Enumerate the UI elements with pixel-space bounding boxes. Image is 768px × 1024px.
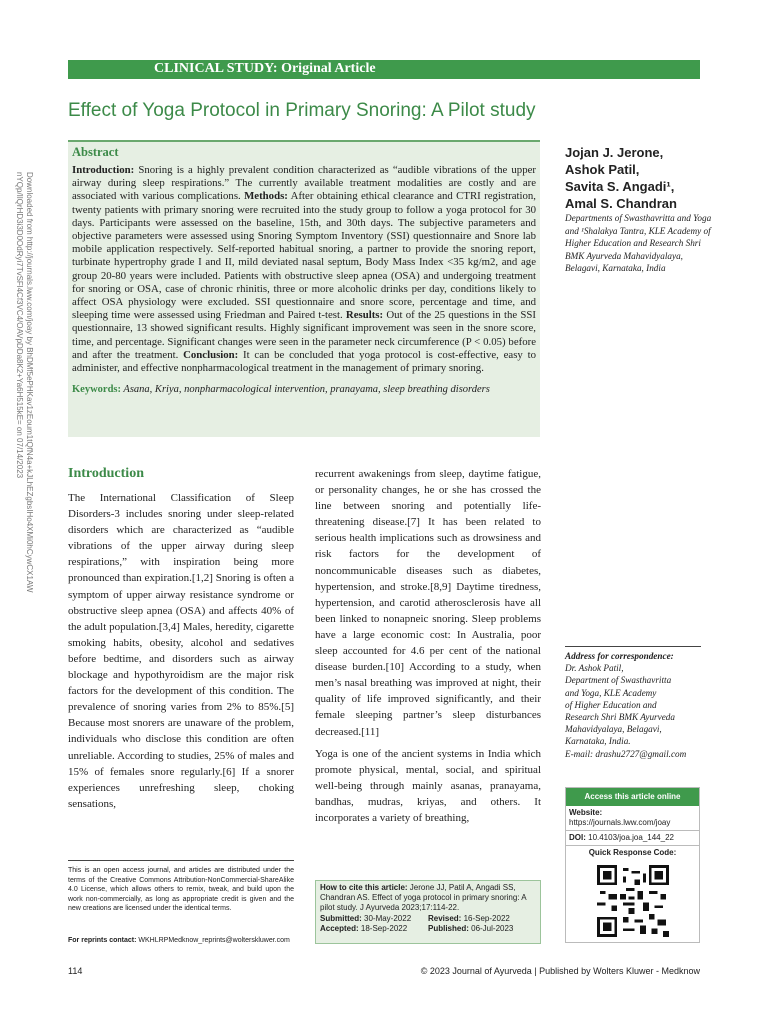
author-affiliation: Departments of Swasthavritta and Yoga and ¹Shalakya Tantra, KLE Academy of Higher Education and Research Shri BMK Ayurveda Mahavidyalaya, Belagavi, Karnataka, India — [565, 213, 712, 273]
abstract-text — [72, 164, 536, 375]
cite-text: Jerone JJ, Patil A, Angadi SS, Chandran AS. Effect of yoga protocol in primary snoring: A pilot study. J Ayurveda 2023;17:114-22. — [320, 883, 527, 912]
website-row — [566, 806, 699, 831]
keywords-label: Keywords: — [72, 384, 121, 396]
author-name: Ashok Patil, — [565, 162, 640, 177]
correspondence-line: Research Shri BMK Ayurveda — [565, 712, 675, 723]
published-date: 06-Jul-2023 — [468, 924, 514, 933]
correspondence-label: Address for correspondence: — [565, 651, 674, 661]
conclusion-text: It can be concluded that yoga protocol is cost-effective, easy to administer, and effective nonpharmacological treatment in the management of primary snoring. — [72, 348, 536, 375]
keywords — [72, 383, 536, 396]
article-type-banner — [68, 60, 700, 79]
access-online-box — [565, 787, 700, 943]
intro-label: Introduction: — [72, 164, 135, 176]
body-paragraph: Yoga is one of the ancient systems in India which promote physical, mental, social, and spiritual well-being through mainly asanas, pranayama, bandhas, mudras, kriyas, and others. It incorporates a variety of breathing, — [315, 747, 541, 824]
correspondence-line: Dr. Ashok Patil, — [565, 663, 624, 674]
author-name: Jojan J. Jerone, — [565, 145, 664, 160]
correspondence-line: Department of Swasthavritta — [565, 675, 672, 686]
download-watermark — [12, 172, 36, 642]
submitted-date: 30-May-2022 — [361, 914, 412, 923]
accepted-date: 18-Sep-2022 — [358, 924, 408, 933]
article-title: Effect of Yoga Protocol in Primary Snoring: A Pilot study — [68, 100, 536, 121]
doi-link[interactable]: 10.4103/joa.joa_144_22 — [585, 833, 674, 842]
divider — [68, 860, 294, 861]
author-name: Savita S. Angadi¹, — [565, 179, 675, 194]
body-column-right — [315, 466, 541, 832]
access-heading: Access this article online — [566, 788, 699, 806]
correspondence-line: and Yoga, KLE Academy — [565, 687, 657, 698]
methods-text: After obtaining ethical clearance and CTRI registration, twenty patients with primary snoring were recruited into the study group to follow a yoga protocol for 30 days. Participants were assessed on the baseline, 15th, and 30th days. The subjective parameters and objective parameters were assessed using Snoring Symptom Inventory (SSI) questionnaire and Snore lab mobile application respectively. Self-reported habitual snoring, a partner to provide the snoring report, turbinate hypertrophy grade I and II, mild deviated nasal septum, Body Mass Index <35 kg/m2, and age group 20-80 years were included. Patients with obstructive sleep apnea (OSA) and undergoing treatment for snoring or OSA, case of chronic rhinitis, three or more alcoholic drinks per day, conditions likely to affect OSA physiology were excluded. SSI questionnaire and snore score, percentage and time, and sleeping time were assessed using Friedman and Paired t-test. — [72, 190, 536, 322]
methods-label: Methods: — [244, 190, 288, 203]
introduction-heading: Introduction — [68, 466, 144, 481]
abstract-box — [68, 140, 540, 437]
revised-date: 16-Sep-2022 — [461, 914, 510, 923]
website-label: Website: — [569, 808, 603, 817]
published-label: Published: — [428, 924, 469, 933]
qr-label: Quick Response Code: — [588, 848, 677, 857]
author-list — [565, 144, 715, 212]
revised-label: Revised: — [428, 914, 462, 923]
doi-row — [566, 831, 699, 846]
abstract-heading: Abstract — [72, 145, 119, 159]
divider — [565, 646, 701, 647]
doi-label: DOI: — [569, 833, 586, 842]
keywords-text: Asana, Kriya, nonpharmacological intervention, pranayama, sleep breathing disorders — [121, 384, 490, 396]
article-type-label: CLINICAL STUDY: Original Article — [154, 61, 376, 76]
download-note: Downloaded from http://journals.lww.com/joay by BhDMf5ePHKav1zEoum1tQfN4a+kJLhEZgbsIHo4XMi0hCywCX1AW nYQp/IlQrHD3i3D0OdRyi7TvSFl4Cf3VC4/OAVpDDa8K2+Ya6H515kE= on 07/14/2023 — [15, 172, 34, 593]
open-access-notice: This is an open access journal, and articles are distributed under the terms of the Creative Commons Attribution-NonCommercial-ShareAlike 4.0 License, which allows others to remix, tweak, and build upon the work non-commercially, as long as appropriate credit is given and the new creations are licensed under the identical terms. — [68, 867, 294, 913]
correspondence-line: Mahavidyalaya, Belagavi, — [565, 724, 662, 735]
copyright-line: © 2023 Journal of Ayurveda | Published by Wolters Kluwer - Medknow — [420, 966, 700, 976]
body-paragraph: The International Classification of Sleep Disorders-3 includes snoring under sleep-related disorders which are characterized as “audible vibrations of the upper airway during sleep respirations,” with inspiration being more pronounced than expiration.[1,2] Snoring is often a symptom of upper airway resistance syndrome or obstructive sleep apnea (OSA) and affects 40% of the adult population.[3,4] Males, heredity, cigarette smoking habits, obesity, alcohol and sedatives before bedtime, and disorders such as airway blockage and hypothyroidism are the major risk factors for the development of this condition. The prevalence of snoring varies from 2% to 85%.[5] Because most snorers are unaware of the problem, individuals who disclose this condition are often unreliable. According to studies, 25% of males and 15% of females snore regularly.[6] If a snorer experiences unrefreshing sleep, choking sensations, — [68, 492, 294, 810]
reprints-email[interactable]: WKHLRPMedknow_reprints@wolterskluwer.com — [136, 937, 290, 944]
how-to-cite-box — [315, 880, 541, 944]
website-link[interactable]: https://journals.lww.com/joay — [569, 818, 671, 827]
results-text: Out of the 25 questions in the SSI questionnaire, 13 showed significant results. Highly significant improvement was seen in the snore score, time, and percentage. Significant changes were seen in the parameter neck circumference (P < 0.05) before and after the treatment. — [72, 309, 536, 361]
correspondence-email[interactable]: E-mail: drashu2727@gmail.com — [565, 748, 687, 759]
intro-text: Snoring is a highly prevalent condition characterized as “audible vibrations of the upper airway during sleep respirations.” The currently available treatment modalities are costly and are associated with various complications. — [72, 164, 536, 203]
reprints-label: For reprints contact: — [68, 937, 137, 944]
author-name: Amal S. Chandran — [565, 196, 677, 211]
cite-label: How to cite this article: — [320, 883, 408, 892]
body-paragraph: recurrent awakenings from sleep, daytime fatigue, or personality changes, he or she has crossed the line between snoring and potentially life-threatening disease.[7] It has been related to serious health implications such as drowsiness and risk factors for the development of noncommunicable diseases such as diabetes, hypertension, and stroke.[8,9] Daytime tiredness, hypertension, and carotid atherosclerosis have all been linked to nonapneic snoring. Sleep problems have a large economic cost: In Australia, poor sleep accounted for 4.6 per cent of the national disease burden.[10] According to a study, when men’s nasal breathing was improved at night, their quality of life improved significantly, and their female sleeping partner’s sleep disturbances decreased.[11] — [315, 468, 541, 738]
correspondence-line: of Higher Education and — [565, 699, 657, 710]
qr-code-icon — [597, 865, 669, 937]
page-number: 114 — [68, 966, 83, 976]
correspondence-address — [565, 650, 715, 760]
correspondence-line: Karnataka, India. — [565, 736, 631, 747]
body-column-left — [68, 490, 294, 818]
accepted-label: Accepted: — [320, 924, 359, 933]
conclusion-label: Conclusion: — [183, 348, 239, 361]
reprints-contact — [68, 937, 308, 944]
submitted-label: Submitted: — [320, 914, 362, 923]
article-dates — [320, 914, 536, 934]
results-label: Results: — [345, 309, 384, 322]
